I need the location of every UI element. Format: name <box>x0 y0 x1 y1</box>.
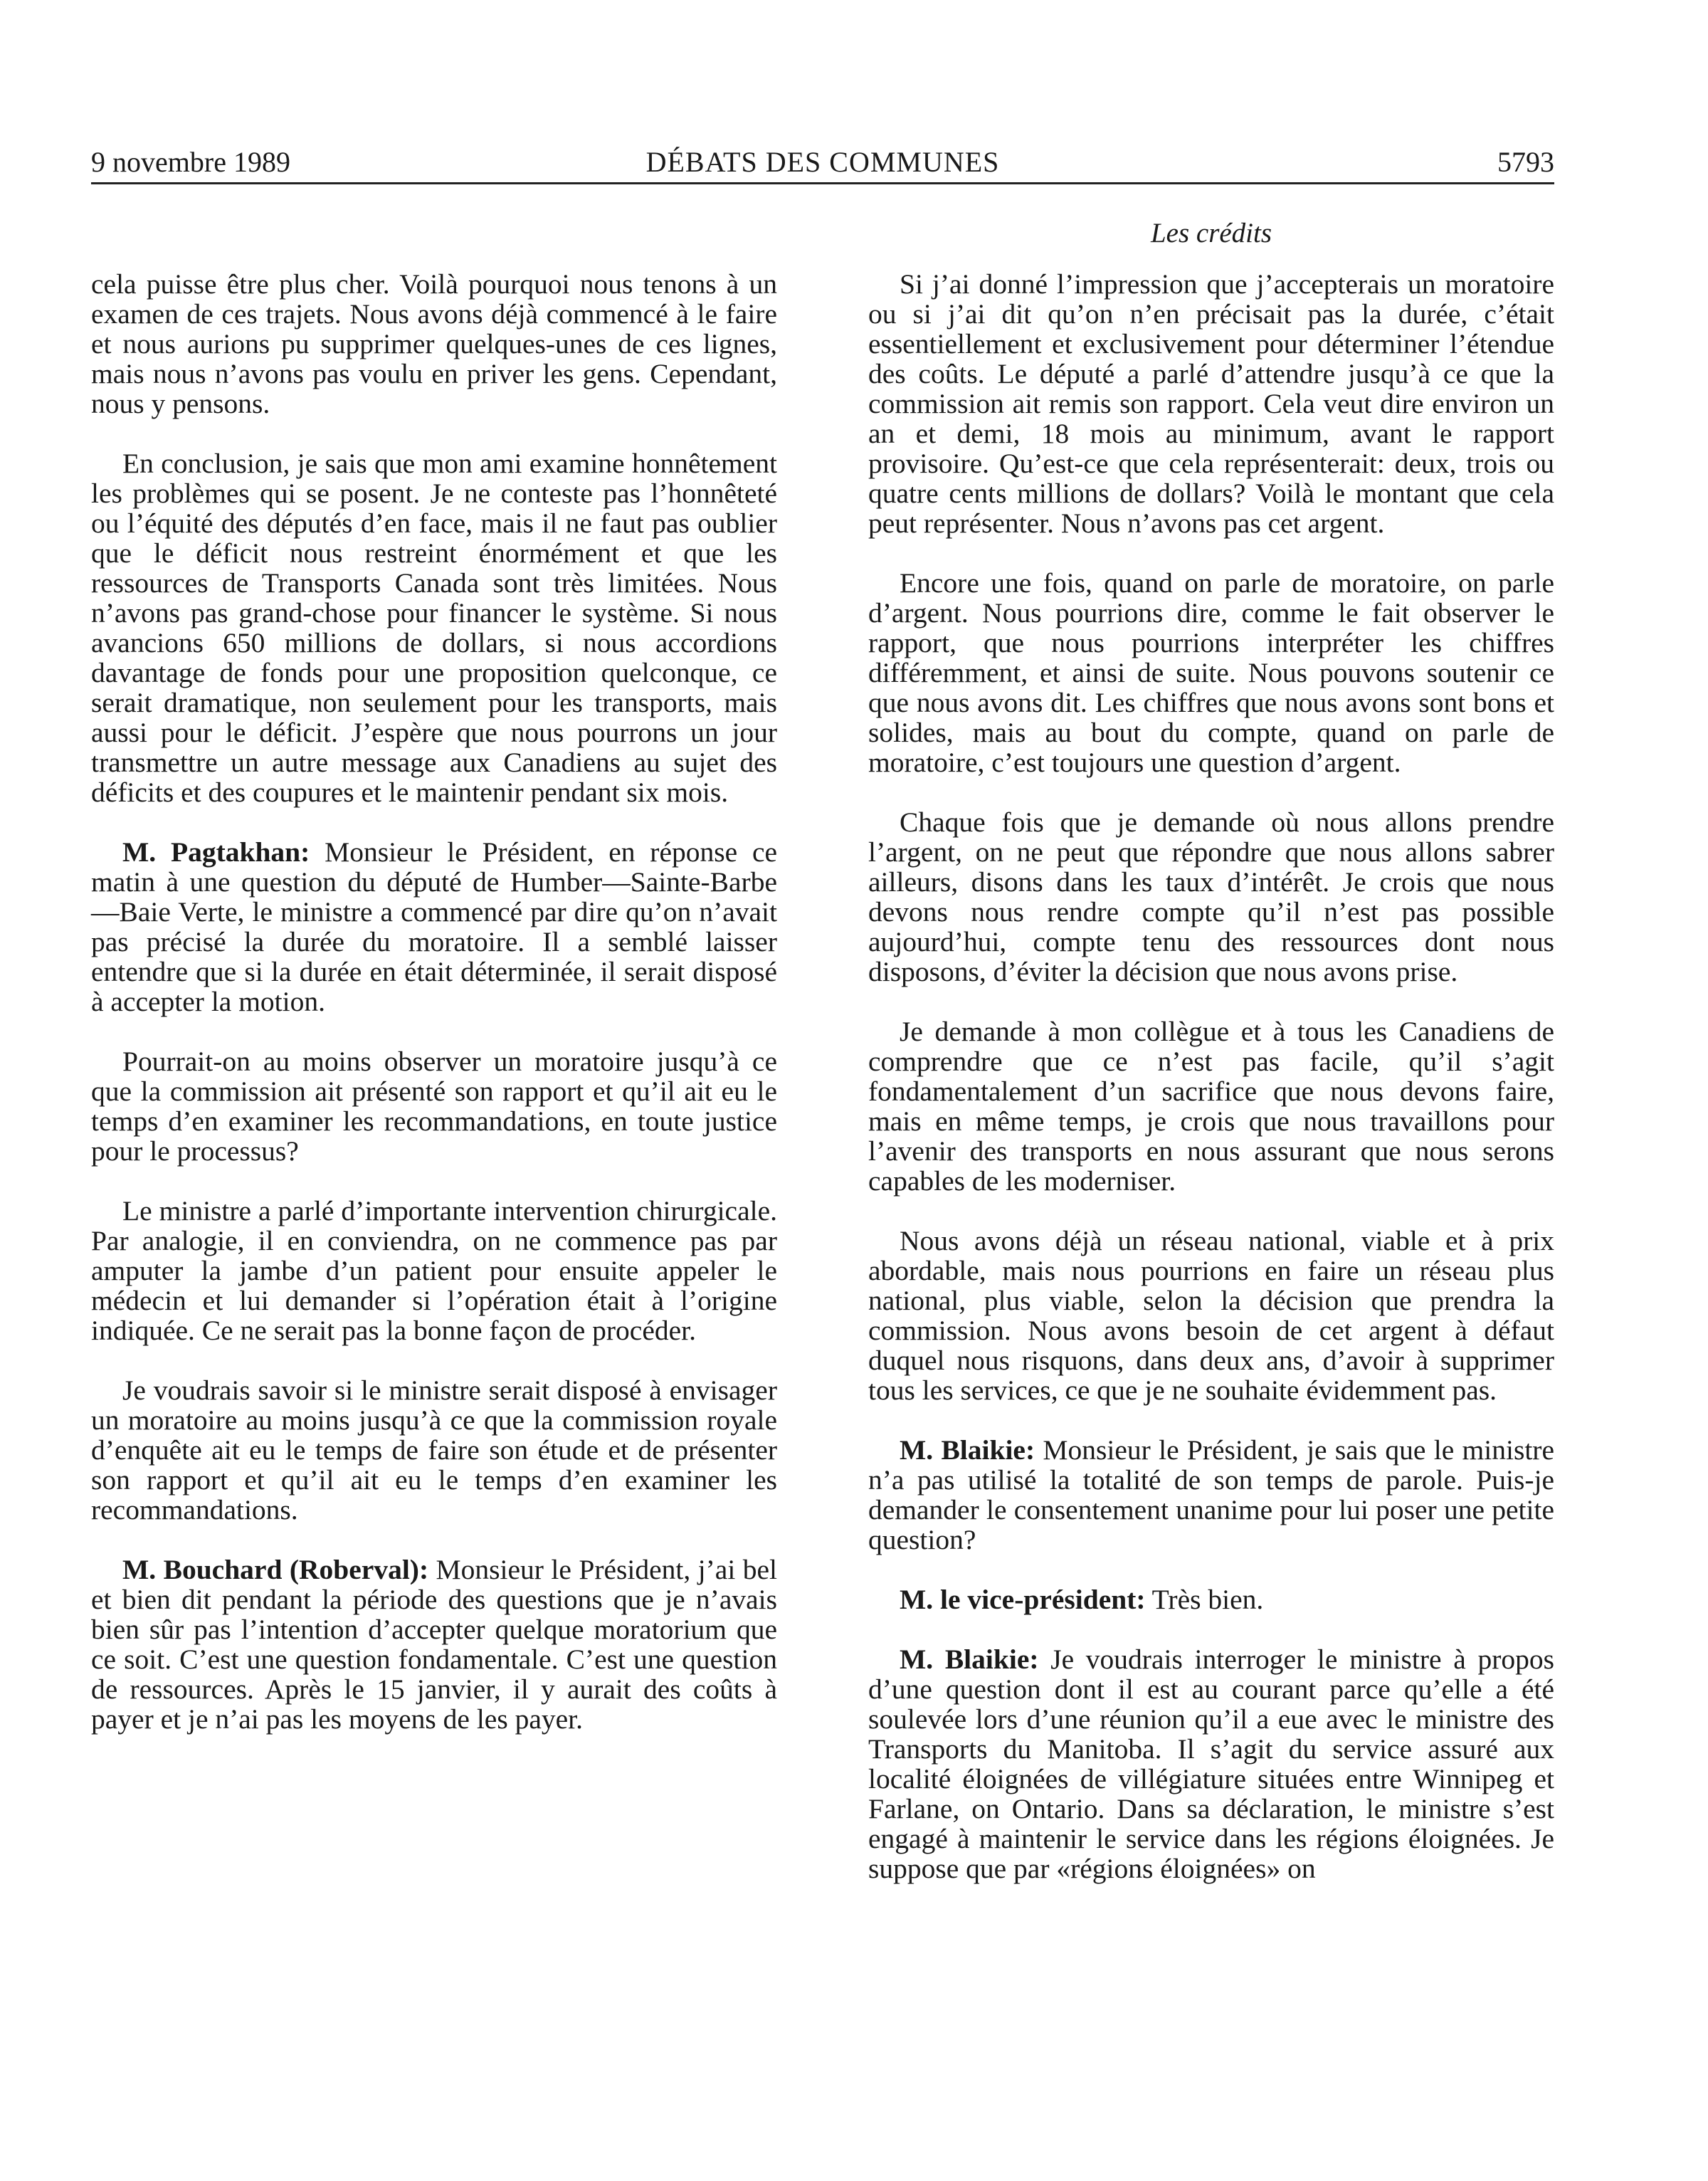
paragraph-text: Pourrait-on au moins observer un moratoire jusqu’à ce que la commission ait présenté son rapport et qu’il ait eu le temps d’en examiner les recommandations, en toute justice pour le processus? <box>91 1046 777 1167</box>
speaker-name: M. Blaikie: <box>900 1434 1035 1466</box>
speaker-name: M. Blaikie: <box>900 1644 1039 1675</box>
paragraph <box>868 568 1554 777</box>
paragraph-text: Monsieur le Président, je sais que le ministre n’a pas utilisé la totalité de son temps de parole. Puis-je demander le consentement unanime pour lui poser une petite question? <box>868 1434 1554 1555</box>
paragraph-text: Nous avons déjà un réseau national, viable et à prix abordable, mais nous pourrions en faire un réseau plus national, plus viable, selon la décision que prendra la commission. Nous avons besoin de cet argent à défaut duquel nous risquons, dans deux ans, d’avoir à supprimer tous les services, ce que je ne souhaite évidemment pas. <box>868 1225 1554 1406</box>
paragraph <box>868 807 1554 987</box>
paragraph-text: Encore une fois, quand on parle de moratoire, on parle d’argent. Nous pourrions dire, comme le fait observer le rapport, que nous pourrions interpréter les chiffres différemment, et ainsi de suite. Nous pouvons soutenir ce que nous avons dit. Les chiffres que nous avons sont bons et solides, mais au bout du compte, quand on parle de moratoire, c’est toujours une question d’argent. <box>868 567 1554 778</box>
header-rule <box>91 182 1554 184</box>
paragraph-text: cela puisse être plus cher. Voilà pourquoi nous tenons à un examen de ces trajets. Nous avons déjà commencé à le faire et nous aurions pu supprimer quelques-unes de ces lignes, mais nous n’avons pas voulu en priver les gens. Cependant, nous y pensons. <box>91 268 777 419</box>
paragraph-text: Je voudrais savoir si le ministre serait disposé à envisager un moratoire au moins jusqu’à ce que la commission royale d’enquête ait eu le temps de faire son étude et de présenter son rapport et qu’il ait eu le temps d’en examiner les recommandations. <box>91 1375 777 1525</box>
paragraph <box>868 1226 1554 1405</box>
paragraph-text: Le ministre a parlé d’importante intervention chirurgicale. Par analogie, il en conviendra, on ne commence pas par amputer la jambe d’un patient pour ensuite appeler le médecin et lui demander si l’opération était à l’origine indiquée. Ce ne serait pas la bonne façon de procéder. <box>91 1195 777 1346</box>
paragraph <box>91 1555 777 1734</box>
paragraph-text: Monsieur le Président, j’ai bel et bien dit pendant la période des questions que je n’avais bien sûr pas l’intention d’accepter quelque moratorium que ce soit. C’est une question fondamentale. C’est une question de ressources. Après le 15 janvier, il y aurait des coûts à payer et je n’ai pas les moyens de les payer. <box>91 1554 778 1735</box>
right-column <box>868 269 1554 1913</box>
header-date: 9 novembre 1989 <box>91 146 290 178</box>
paragraph <box>868 1644 1554 1883</box>
paragraph-text: Chaque fois que je demande où nous allons prendre l’argent, on ne peut que répondre que nous allons sabrer ailleurs, disons dans les taux d’intérêt. Je crois que nous devons nous rendre compte qu’il n’est pas possible aujourd’hui, compte tenu des ressources dont nous disposons, d’éviter la décision que nous avons prise. <box>868 806 1554 987</box>
paragraph <box>91 837 777 1016</box>
speaker-name: M. le vice-président: <box>900 1584 1146 1615</box>
speaker-name: M. Bouchard (Roberval): <box>122 1554 429 1585</box>
paragraph <box>91 1375 777 1525</box>
paragraph-text: Monsieur le Président, en réponse ce matin à une question du député de Humber—Sainte-Barbe—Baie Verte, le ministre a commencé par dire qu’on n’avait pas précisé la durée du moratoire. Il a semblé laisser entendre que si la durée en était déterminée, il serait disposé à accepter la motion. <box>91 836 778 1017</box>
paragraph-text: En conclusion, je sais que mon ami examine honnêtement les problèmes qui se posent. Je ne conteste pas l’honnêteté ou l’équité des députés d’en face, mais il ne faut pas oublier que le déficit nous restreint énormément et que les ressources de Transports Canada sont très limitées. Nous n’avons pas grand-chose pour financer le système. Si nous avancions 650 millions de dollars, si nous accordions davantage de fonds pour une proposition quelconque, ce serait dramatique, non seulement pour les transports, mais aussi pour le déficit. J’espère que nous pourrons un jour transmettre un autre message aux Canadiens au sujet des déficits et des coupures et le maintenir pendant six mois. <box>91 448 777 808</box>
left-column <box>91 269 777 1764</box>
paragraph <box>91 1196 777 1345</box>
paragraph <box>91 1046 777 1166</box>
header-title: DÉBATS DES COMMUNES <box>645 146 1000 178</box>
paragraph-text: Je demande à mon collègue et à tous les Canadiens de comprendre que ce n’est pas facile, qu’il s’agit fondamentalement d’un sacrifice que nous devons faire, mais en même temps, je crois que nous travaillons pour l’avenir des transports en nous assurant que nous serons capables de les moderniser. <box>868 1016 1554 1197</box>
section-title: Les crédits <box>1150 218 1272 248</box>
paragraph <box>868 269 1554 538</box>
paragraph <box>868 1016 1554 1196</box>
paragraph <box>91 269 777 419</box>
paragraph-text: Très bien. <box>1145 1584 1264 1615</box>
paragraph-text: Je voudrais interroger le ministre à propos d’une question dont il est au courant parce qu’elle a été soulevée lors d’une réunion qu’il a eue avec le ministre des Transports du Manitoba. Il s’agit du service assuré aux localité éloignées de villégiature situées entre Winnipeg et Farlane, on Ontario. Dans sa déclaration, le ministre s’est engagé à maintenir le service dans les régions éloignées. Je suppose que par «régions éloignées» on <box>868 1644 1554 1884</box>
paragraph <box>868 1435 1554 1555</box>
page-header <box>91 140 1554 185</box>
paragraph <box>868 1584 1554 1614</box>
page-number: 5793 <box>1497 146 1554 178</box>
speaker-name: M. Pagtakhan: <box>122 836 310 868</box>
paragraph-text: Si j’ai donné l’impression que j’accepterais un moratoire ou si j’ai dit qu’on n’en précisait pas la durée, c’était essentiellement et exclusivement pour déterminer l’étendue des coûts. Le député a parlé d’attendre jusqu’à ce que la commission ait remis son rapport. Cela veut dire environ un an et demi, 18 mois au minimum, avant le rapport provisoire. Qu’est-ce que cela représenterait: deux, trois ou quatre cents millions de dollars? Voilà le montant que cela peut représenter. Nous n’avons pas cet argent. <box>868 268 1554 539</box>
paragraph <box>91 448 777 807</box>
